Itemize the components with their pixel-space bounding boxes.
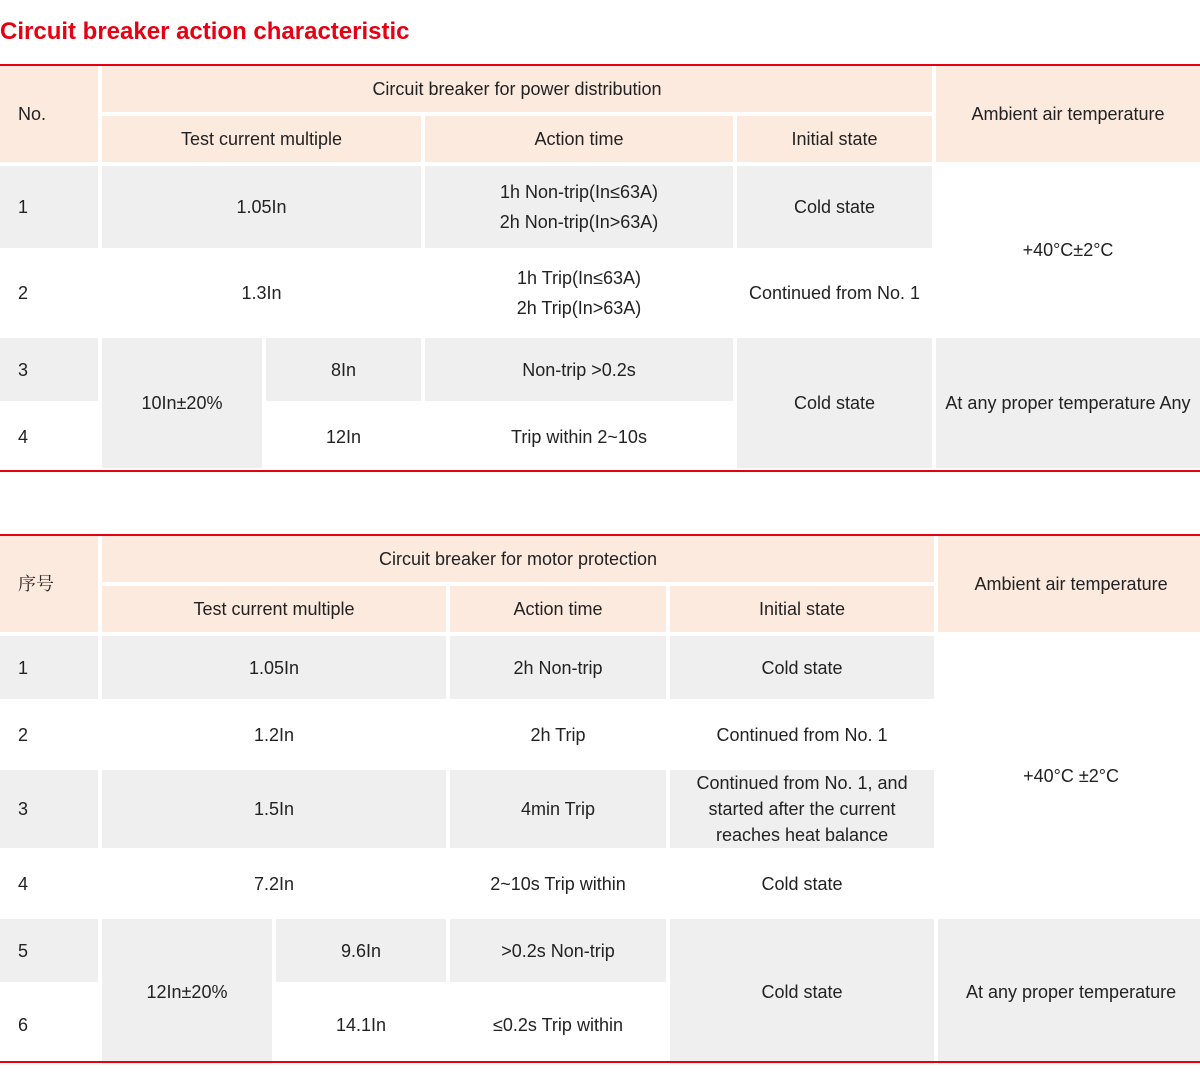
row-no: 5 xyxy=(0,919,98,982)
col-initial-header: Initial state xyxy=(670,586,934,632)
row-test-group: 10In±20% xyxy=(102,338,262,468)
row-action xyxy=(425,166,733,248)
table1-bottom-rule xyxy=(0,470,1200,472)
row-initial: Continued from No. 1 xyxy=(737,252,932,334)
row-action-line: 2h Trip(In>63A) xyxy=(516,298,642,318)
row-no: 2 xyxy=(0,703,98,766)
table2-bottom-rule xyxy=(0,1061,1200,1063)
col-no-header: 序号 xyxy=(0,536,98,632)
row-action: 2~10s Trip within xyxy=(450,852,666,915)
row-no: 6 xyxy=(0,986,98,1064)
power-distribution-table xyxy=(0,62,1200,472)
row-action: ≤0.2s Trip within xyxy=(450,986,666,1064)
row-action xyxy=(425,252,733,334)
row-initial: Cold state xyxy=(670,919,934,1064)
row-no: 2 xyxy=(0,252,98,334)
motor-protection-table xyxy=(0,532,1200,1068)
col-ambient-header: Ambient air temperature xyxy=(936,66,1200,162)
row-ambient: +40°C±2°C xyxy=(936,166,1200,334)
row-action-line: 2h Non-trip(In>63A) xyxy=(499,212,659,232)
col-test-header: Test current multiple xyxy=(102,586,446,632)
row-test: 14.1In xyxy=(276,986,446,1064)
table-row xyxy=(0,338,1200,401)
col-initial-header: Initial state xyxy=(737,116,932,162)
row-initial: Cold state xyxy=(670,636,934,699)
row-test: 12In xyxy=(266,405,421,468)
col-ambient-header: Ambient air temperature xyxy=(938,536,1200,632)
row-no: 4 xyxy=(0,405,98,468)
col-test-header: Test current multiple xyxy=(102,116,421,162)
row-action-line: 1h Non-trip(In≤63A) xyxy=(500,182,658,202)
table-row xyxy=(0,166,1200,248)
row-test: 8In xyxy=(266,338,421,401)
col-action-header: Action time xyxy=(425,116,733,162)
row-ambient: At any proper temperature Any xyxy=(936,338,1200,468)
col-action-header: Action time xyxy=(450,586,666,632)
row-initial-line: Continued from No. 1, and xyxy=(696,773,908,793)
row-initial: Cold state xyxy=(737,338,932,468)
row-test: 1.05In xyxy=(102,166,421,248)
row-no: 3 xyxy=(0,770,98,848)
row-initial: Cold state xyxy=(737,166,932,248)
row-action: 2h Trip xyxy=(450,703,666,766)
row-initial xyxy=(670,770,934,848)
row-action: Trip within 2~10s xyxy=(425,405,733,468)
row-test: 7.2In xyxy=(102,852,446,915)
row-ambient: At any proper temperature xyxy=(938,919,1200,1064)
row-action: 2h Non-trip xyxy=(450,636,666,699)
row-test: 9.6In xyxy=(276,919,446,982)
row-no: 4 xyxy=(0,852,98,915)
table-row xyxy=(0,636,1200,699)
row-initial: Cold state xyxy=(670,852,934,915)
row-test: 1.05In xyxy=(102,636,446,699)
row-action-line: 1h Trip(In≤63A) xyxy=(517,268,641,288)
row-no: 1 xyxy=(0,636,98,699)
row-test: 1.2In xyxy=(102,703,446,766)
row-no: 3 xyxy=(0,338,98,401)
row-test: 1.5In xyxy=(102,770,446,848)
row-action: >0.2s Non-trip xyxy=(450,919,666,982)
group-header: Circuit breaker for power distribution xyxy=(102,66,932,112)
row-ambient: +40°C ±2°C xyxy=(938,636,1200,915)
row-test-group: 12In±20% xyxy=(102,919,272,1064)
row-initial-line: reaches heat balance xyxy=(715,825,889,845)
row-no: 1 xyxy=(0,166,98,248)
table-row xyxy=(0,919,1200,982)
row-initial-line: started after the current xyxy=(708,799,896,819)
row-test: 1.3In xyxy=(102,252,421,334)
row-initial: Continued from No. 1 xyxy=(670,703,934,766)
group-header: Circuit breaker for motor protection xyxy=(102,536,934,582)
row-action: Non-trip >0.2s xyxy=(425,338,733,401)
page-title: Circuit breaker action characteristic xyxy=(0,18,410,45)
col-no-header: No. xyxy=(0,66,98,162)
row-action: 4min Trip xyxy=(450,770,666,848)
